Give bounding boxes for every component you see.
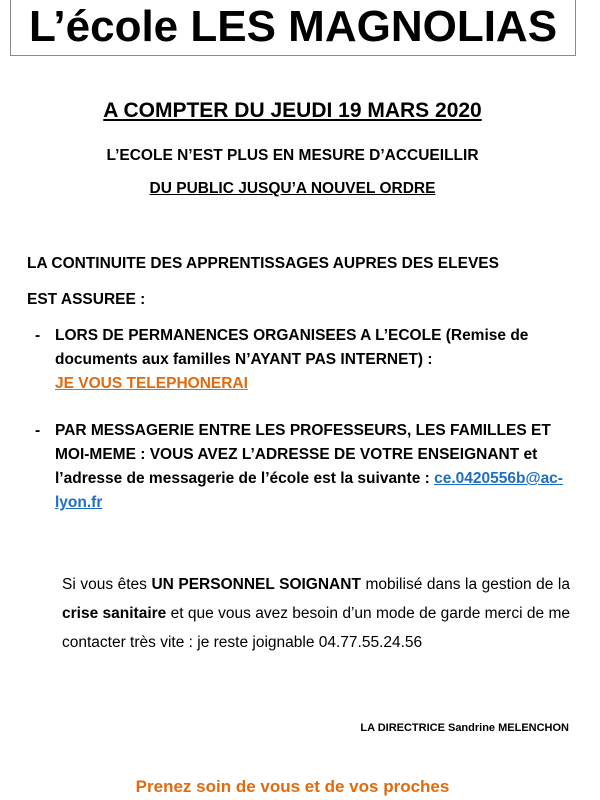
bullet-text: PAR MESSAGERIE ENTRE LES PROFESSEURS, LES FAMILLES ET MOI-MEME : VOUS AVEZ L’ADRESSE DE VOTRE ENSEIGNANT et l’adresse de messagerie de l’école est la suivante : xyxy=(55,422,551,487)
school-email-link[interactable]: ce.0420556b@ac-lyon.fr xyxy=(55,470,563,511)
bullet-body xyxy=(55,419,575,515)
signature: LA DIRECTRICE Sandrine MELENCHON xyxy=(360,722,569,734)
bullet-dash: - xyxy=(35,327,41,344)
caregiver-text: Si vous êtes xyxy=(62,576,152,593)
closure-notice-line-2: DU PUBLIC JUSQU’A NOUVEL ORDRE xyxy=(149,180,436,197)
caregiver-text: mobilisé dans la gestion de la xyxy=(360,576,570,593)
phone-callback-link[interactable]: JE VOUS TELEPHONERAI xyxy=(55,375,248,392)
caregiver-text: et que vous avez besoin d’un mode de garde merci de me contacter très vite : je reste joignable 04.77.55.24.56 xyxy=(62,605,571,651)
title-box xyxy=(10,0,576,56)
caregiver-paragraph xyxy=(62,570,570,657)
caregiver-bold: crise sanitaire xyxy=(62,605,167,622)
continuity-lead-line-2: EST ASSUREE : xyxy=(27,291,146,308)
bullet-dash: - xyxy=(35,422,41,439)
closure-notice-line-1: L’ECOLE N’EST PLUS EN MESURE D’ACCUEILLIR xyxy=(106,147,479,164)
bullet-body xyxy=(55,324,575,396)
list-item-permanences xyxy=(35,324,575,396)
page-title: L’école LES MAGNOLIAS xyxy=(28,1,558,51)
list-item-messagerie xyxy=(35,419,575,515)
bullet-text: LORS DE PERMANENCES ORGANISEES A L’ECOLE (Remise de documents aux familles N’AYANT PAS INTERNET) : xyxy=(55,327,529,368)
date-heading: A COMPTER DU JEUDI 19 MARS 2020 xyxy=(103,99,482,122)
caregiver-bold: UN PERSONNEL SOIGNANT xyxy=(151,576,361,593)
closing-message: Prenez soin de vous et de vos proches xyxy=(135,777,450,796)
continuity-lead-line-1: LA CONTINUITE DES APPRENTISSAGES AUPRES DES ELEVES xyxy=(27,255,499,272)
